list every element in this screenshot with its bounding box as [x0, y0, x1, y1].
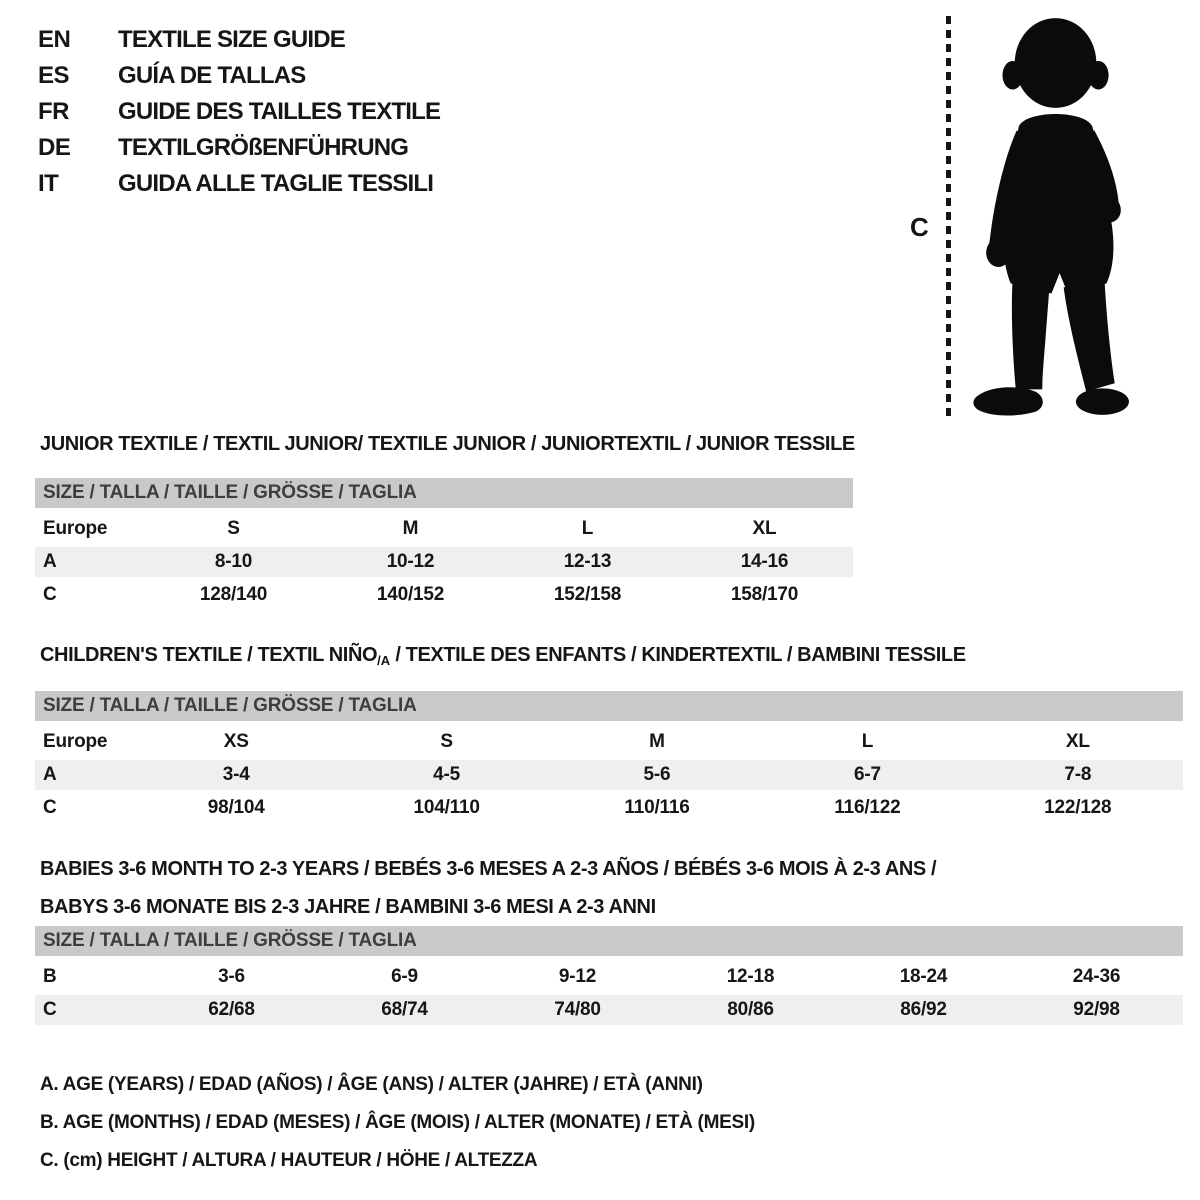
row-label: A — [43, 764, 57, 785]
guide-title-it: GUIDA ALLE TAGLIE TESSILI — [118, 170, 434, 197]
height-cell: 86/92 — [900, 999, 947, 1020]
legend-line-c: C. (cm) HEIGHT / ALTURA / HAUTEUR / HÖHE / ALTEZZA — [40, 1150, 538, 1171]
row-label: Europe — [43, 518, 108, 539]
age-cell: 10-12 — [386, 551, 435, 572]
age-cell: 8-10 — [214, 551, 253, 572]
language-code: FR — [38, 98, 69, 125]
height-cell: 104/110 — [413, 797, 480, 818]
guide-title-fr: GUIDE DES TAILLES TEXTILE — [118, 98, 441, 125]
language-row-it — [38, 166, 440, 202]
section-title-babies — [35, 850, 1183, 926]
height-cell: 116/122 — [834, 797, 901, 818]
table-row-europe — [35, 727, 1183, 757]
size-cell: XL — [752, 518, 777, 539]
size-cell: XS — [223, 731, 249, 752]
language-row-en — [38, 22, 440, 58]
section-title-children — [35, 643, 1183, 669]
row-label: B — [43, 966, 57, 987]
height-cell: 128/140 — [199, 584, 268, 605]
row-label: C — [43, 584, 57, 605]
age-cell: 4-5 — [433, 764, 461, 785]
height-cell: 110/116 — [624, 797, 690, 818]
language-code: ES — [38, 62, 70, 89]
guide-title-de: TEXTILGRÖßENFÜHRUNG — [118, 134, 409, 161]
size-header-bar-junior: SIZE / TALLA / TAILLE / GRÖSSE / TAGLIA — [35, 478, 853, 508]
legend-line-a: A. AGE (YEARS) / EDAD (AÑOS) / ÂGE (ANS) / ALTER (JAHRE) / ETÀ (ANNI) — [40, 1074, 703, 1095]
age-cell: 6-7 — [853, 764, 881, 785]
section-junior-textile — [35, 432, 853, 610]
measurement-legend — [40, 1066, 755, 1180]
height-dashed-line — [946, 16, 951, 416]
table-row-europe — [35, 514, 853, 544]
table-row-height-cm — [35, 995, 1183, 1025]
table-row-height-cm — [35, 793, 1183, 823]
height-cell: 74/80 — [554, 999, 601, 1020]
language-code: EN — [38, 26, 71, 53]
age-cell: 3-6 — [218, 966, 245, 987]
height-cell: 80/86 — [727, 999, 774, 1020]
height-cell: 158/170 — [730, 584, 799, 605]
babies-title-line2: BABYS 3-6 MONATE BIS 2-3 JAHRE / BAMBINI 3-6 MESI A 2-3 ANNI — [40, 896, 656, 918]
table-row-height-cm — [35, 580, 853, 610]
title-text: / TEXTILE DES ENFANTS / KINDERTEXTIL / BAMBINI TESSILE — [390, 644, 966, 666]
age-cell: 6-9 — [391, 966, 418, 987]
age-cell: 12-18 — [726, 966, 775, 987]
size-cell: L — [861, 731, 874, 752]
row-label: Europe — [43, 731, 108, 752]
height-measure-label: C — [910, 212, 929, 242]
age-cell: 5-6 — [643, 764, 671, 785]
language-code: DE — [38, 134, 71, 161]
size-cell: XL — [1065, 731, 1090, 752]
size-cell: M — [649, 731, 665, 752]
height-cell: 122/128 — [1044, 797, 1112, 818]
guide-title-en: TEXTILE SIZE GUIDE — [118, 26, 345, 53]
size-header-bar-babies: SIZE / TALLA / TAILLE / GRÖSSE / TAGLIA — [35, 926, 1183, 956]
size-cell: S — [227, 518, 240, 539]
row-label: A — [43, 551, 57, 572]
section-childrens-textile — [35, 643, 1183, 823]
age-cell: 14-16 — [740, 551, 789, 572]
title-subscript: /A — [377, 653, 391, 668]
language-row-fr — [38, 94, 440, 130]
table-row-age-years — [35, 760, 1183, 790]
children-size-table — [35, 727, 1183, 823]
title-text: CHILDREN'S TEXTILE / TEXTIL NIÑO — [40, 644, 378, 666]
toddler-silhouette — [956, 12, 1151, 420]
language-code: IT — [38, 170, 59, 197]
guide-title-es: GUÍA DE TALLAS — [118, 62, 306, 89]
size-cell: S — [440, 731, 453, 752]
junior-size-table — [35, 514, 853, 610]
babies-title-line1: BABIES 3-6 MONTH TO 2-3 YEARS / BEBÉS 3-6 MESES A 2-3 AÑOS / BÉBÉS 3-6 MOIS À 2-3 ANS / — [40, 858, 937, 880]
size-cell: M — [402, 518, 419, 539]
language-title-list — [38, 22, 440, 202]
height-cell: 92/98 — [1073, 999, 1120, 1020]
height-cell: 140/152 — [376, 584, 445, 605]
language-row-de — [38, 130, 440, 166]
legend-line-b: B. AGE (MONTHS) / EDAD (MESES) / ÂGE (MOIS) / ALTER (MONATE) / ETÀ (MESI) — [40, 1112, 755, 1133]
age-cell: 9-12 — [558, 966, 597, 987]
age-cell: 18-24 — [899, 966, 948, 987]
height-cell: 152/158 — [553, 584, 622, 605]
row-label: C — [43, 999, 57, 1020]
height-cell: 68/74 — [381, 999, 428, 1020]
size-header-bar-children: SIZE / TALLA / TAILLE / GRÖSSE / TAGLIA — [35, 691, 1183, 721]
babies-size-table — [35, 962, 1183, 1025]
age-cell: 7-8 — [1064, 764, 1092, 785]
age-cell: 24-36 — [1072, 966, 1121, 987]
section-babies-textile — [35, 850, 1183, 1025]
table-row-age-years — [35, 547, 853, 577]
size-cell: L — [581, 518, 594, 539]
height-cell: 98/104 — [207, 797, 265, 818]
toddler-figure — [890, 0, 1190, 430]
row-label: C — [43, 797, 57, 818]
section-title-junior: JUNIOR TEXTILE / TEXTIL JUNIOR/ TEXTILE JUNIOR / JUNIORTEXTIL / JUNIOR TESSILE — [40, 433, 855, 455]
age-cell: 12-13 — [563, 551, 612, 572]
language-row-es — [38, 58, 440, 94]
height-cell: 62/68 — [208, 999, 255, 1020]
table-row-age-months — [35, 962, 1183, 992]
age-cell: 3-4 — [222, 764, 250, 785]
